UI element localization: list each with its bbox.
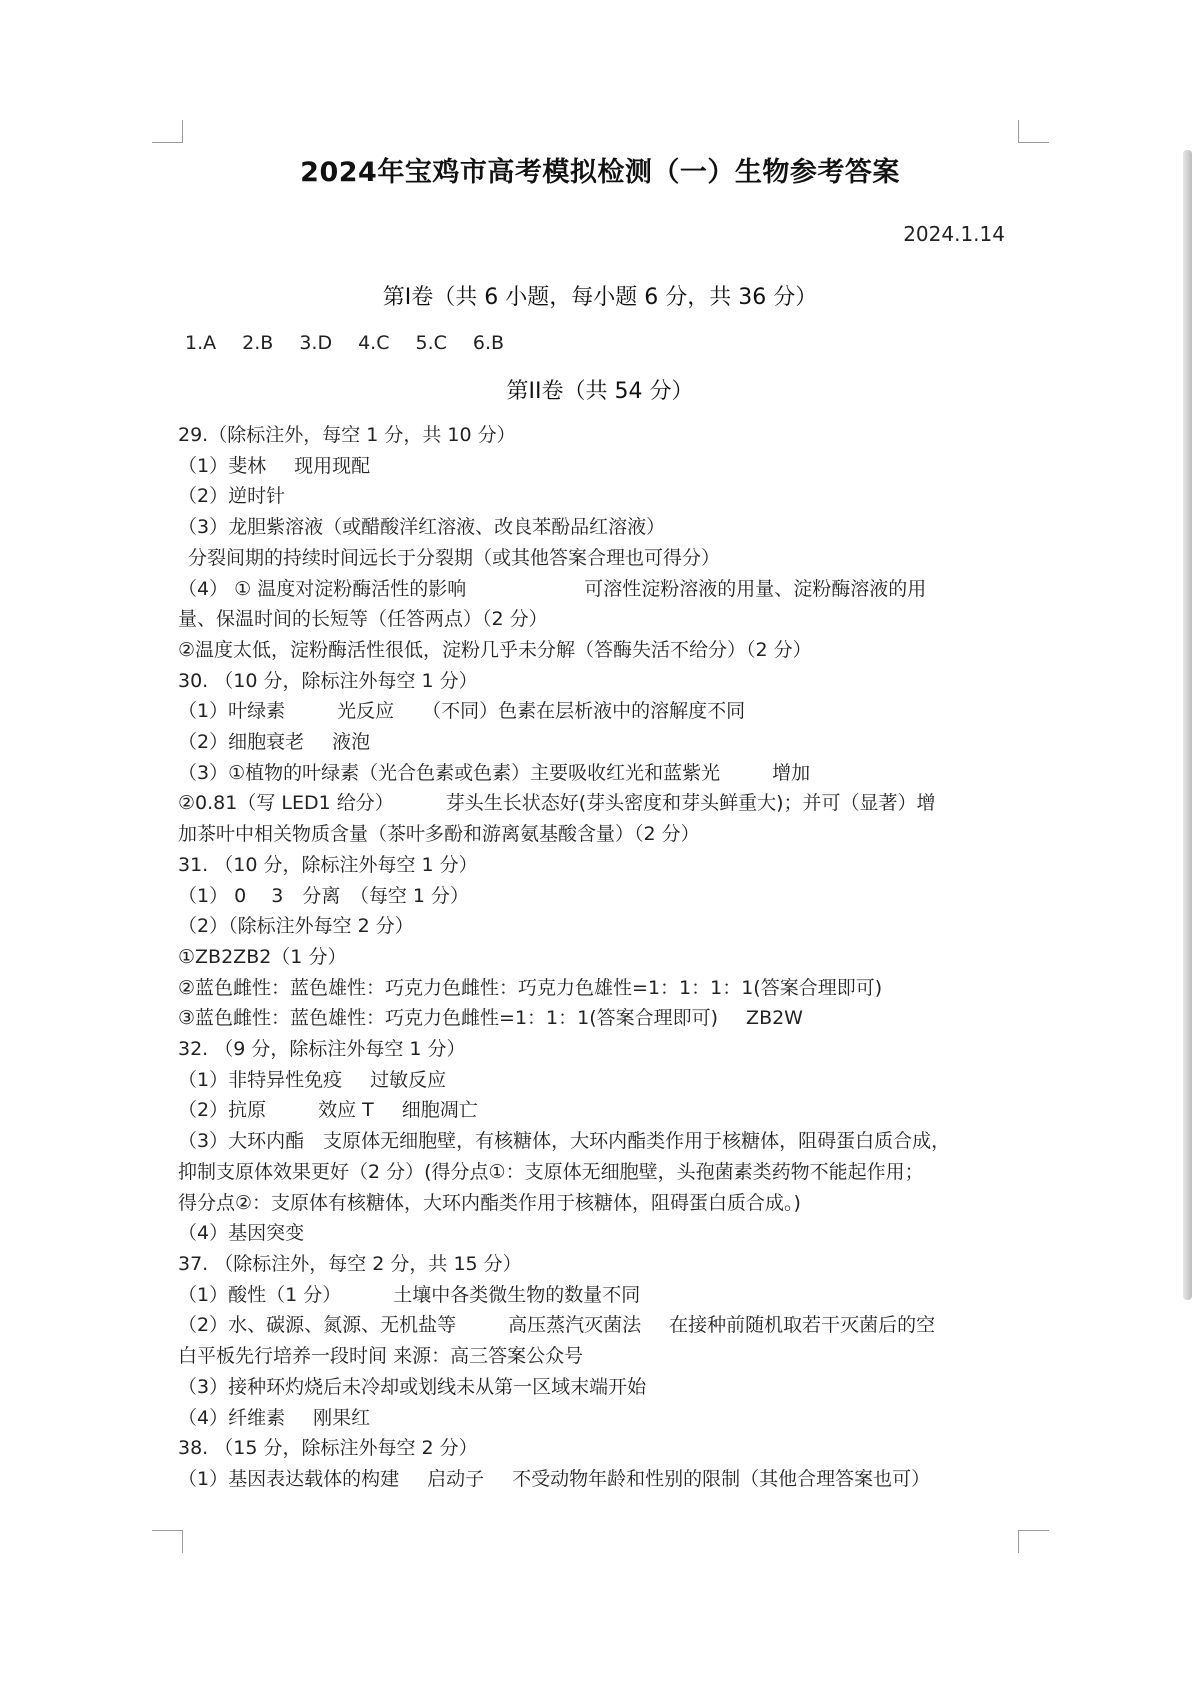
q32-a4: （4）基因突变 — [178, 1222, 305, 1245]
crop-mark-bottom-right — [1018, 1530, 1049, 1553]
q37-a3: （3）接种环灼烧后未冷却或划线未从第一区域末端开始 — [178, 1375, 647, 1398]
multiple-choice-answers — [185, 332, 504, 354]
document-title: 2024年宝鸡市高考模拟检测（一）生物参考答案 — [300, 157, 900, 188]
q31-a1: （1） 0 3 分离 （每空 1 分） — [178, 884, 470, 907]
q37-a1-part1: （1）酸性（1 分） — [178, 1283, 342, 1306]
q37-a2-part1: （2）水、碳源、氮源、无机盐等 — [178, 1314, 457, 1337]
crop-mark-top-left — [152, 120, 183, 143]
q32-a2-part3: 细胞凋亡 — [401, 1099, 478, 1122]
q30-head: 30. （10 分，除标注外每空 1 分） — [178, 669, 478, 692]
q29-a4c: 量、保温时间的长短等（任答两点）（2 分） — [178, 608, 548, 631]
answer-3: 3.D — [299, 332, 333, 354]
q30-a1-part1: （1）叶绿素 — [178, 700, 286, 723]
part1-heading: 第I卷（共 6 小题，每小题 6 分，共 36 分） — [382, 285, 818, 310]
q30-a3 — [178, 758, 1028, 789]
answer-2: 2.B — [242, 332, 274, 354]
q30-a3-part2: 增加 — [772, 761, 811, 784]
q32-a1-part1: （1）非特异性免疫 — [178, 1068, 343, 1091]
q29-a2: （2）逆时针 — [178, 485, 286, 508]
document-date: 2024.1.14 — [903, 222, 1005, 246]
q29-a1-part1: （1）斐林 — [178, 454, 267, 477]
answer-5: 5.C — [415, 332, 447, 354]
q38-a1 — [178, 1464, 1028, 1495]
q38-a1-part3: 不受动物年龄和性别的限制（其他合理答案也可） — [512, 1467, 931, 1490]
source-watermark-text: 来源：高三答案公众号 — [393, 1345, 584, 1368]
q30-a1-part3: （不同）色素在层析液中的溶解度不同 — [422, 700, 746, 723]
q32-a2 — [178, 1095, 1028, 1126]
q30-a2-part1: （2）细胞衰老 — [178, 731, 305, 754]
q37-a2-line2 — [178, 1341, 1028, 1372]
q31-a2-3 — [178, 1003, 1028, 1034]
q32-a1-part2: 过敏反应 — [370, 1068, 447, 1091]
q29-a1-part2: 现用现配 — [294, 454, 371, 477]
q29-a1 — [178, 451, 1028, 482]
answer-body — [178, 420, 1028, 1495]
q37-head: 37. （除标注外，每空 2 分，共 15 分） — [178, 1252, 522, 1275]
part2-heading: 第II卷（共 54 分） — [506, 379, 694, 404]
q30-a2-part2: 液泡 — [332, 731, 371, 754]
q32-a2-part1: （2）抗原 — [178, 1099, 267, 1122]
q32-a3a: （3）大环内酯 支原体无细胞壁，有核糖体，大环内酯类作用于核糖体，阻碍蛋白质合成， — [178, 1130, 951, 1153]
q37-a1 — [178, 1280, 1028, 1311]
q29-a3: （3）龙胆紫溶液（或醋酸洋红溶液、改良苯酚品红溶液） — [178, 516, 666, 539]
q30-a2 — [178, 727, 1028, 758]
q32-a1 — [178, 1065, 1028, 1096]
q30-a3-part4: 芽头生长状态好(芽头密度和芽头鲜重大)；并可（显著）增 — [445, 792, 936, 815]
q37-a2-part3: 在接种前随机取若干灭菌后的空 — [669, 1314, 936, 1337]
q30-a3-part3: ②0.81（写 LED1 给分） — [178, 792, 394, 815]
q31-a2-3-part2: ZB2W — [746, 1007, 803, 1030]
q29-a4 — [178, 574, 1028, 605]
q30-a3-line2 — [178, 788, 1028, 819]
q31-head: 31. （10 分，除标注外每空 1 分） — [178, 853, 478, 876]
q29-a3b: 分裂间期的持续时间远长于分裂期（或其他答案合理也可得分） — [188, 546, 721, 569]
q37-a2-part2: 高压蒸汽灭菌法 — [508, 1314, 642, 1337]
q32-head: 32. （9 分，除标注外每空 1 分） — [178, 1038, 466, 1061]
q37-a2 — [178, 1310, 1028, 1341]
q32-a3b: 抑制支原体效果更好（2 分）(得分点①：支原体无细胞壁，头孢菌素类药物不能起作用； — [178, 1160, 924, 1183]
q37-a4-part1: （4）纤维素 — [178, 1406, 286, 1429]
q29-a4-part1: （4） ① 温度对淀粉酶活性的影响 — [178, 577, 467, 600]
q37-a4 — [178, 1403, 1028, 1434]
q29-head: 29.（除标注外，每空 1 分，共 10 分） — [178, 424, 516, 446]
q31-a2-3-part1: ③蓝色雌性：蓝色雄性：巧克力色雌性=1：1：1(答案合理即可) — [178, 1007, 719, 1030]
q37-a4-part2: 刚果红 — [313, 1406, 371, 1429]
q29-a4d: ②温度太低，淀粉酶活性很低，淀粉几乎未分解（答酶失活不给分）（2 分） — [178, 638, 812, 661]
q30-a1 — [178, 696, 1028, 727]
crop-mark-top-right — [1018, 120, 1049, 143]
q31-a2: （2）（除标注外每空 2 分） — [178, 915, 414, 938]
q38-a1-part1: （1）基因表达载体的构建 — [178, 1467, 400, 1490]
q30-a1-part2: 光反应 — [337, 700, 395, 723]
q37-a2-part4: 白平板先行培养一段时间 — [178, 1345, 388, 1368]
q30-a3e: 加茶叶中相关物质含量（茶叶多酚和游离氨基酸含量）（2 分） — [178, 823, 700, 846]
crop-mark-bottom-left — [152, 1530, 183, 1553]
q31-a2-1: ①ZB2ZB2（1 分） — [178, 945, 347, 968]
answer-1: 1.A — [185, 332, 217, 354]
q30-a3-part1: （3）①植物的叶绿素（光合色素或色素）主要吸收红光和蓝紫光 — [178, 761, 721, 784]
q32-a3c: 得分点②：支原体有核糖体，大环内酯类作用于核糖体，阻碍蛋白质合成。) — [178, 1191, 801, 1214]
answer-6: 6.B — [472, 332, 505, 354]
answer-4: 4.C — [358, 332, 390, 354]
q31-a2-2: ②蓝色雌性：蓝色雄性：巧克力色雌性：巧克力色雄性=1：1：1：1(答案合理即可) — [178, 976, 883, 999]
q32-a2-part2: 效应 T — [318, 1099, 374, 1122]
q38-a1-part2: 启动子 — [427, 1467, 485, 1490]
scroll-edge — [1183, 150, 1192, 1300]
q38-head: 38. （15 分，除标注外每空 2 分） — [178, 1437, 478, 1460]
q37-a1-part2: 土壤中各类微生物的数量不同 — [393, 1283, 641, 1306]
q29-a4-part2: 可溶性淀粉溶液的用量、淀粉酶溶液的用 — [584, 577, 927, 600]
